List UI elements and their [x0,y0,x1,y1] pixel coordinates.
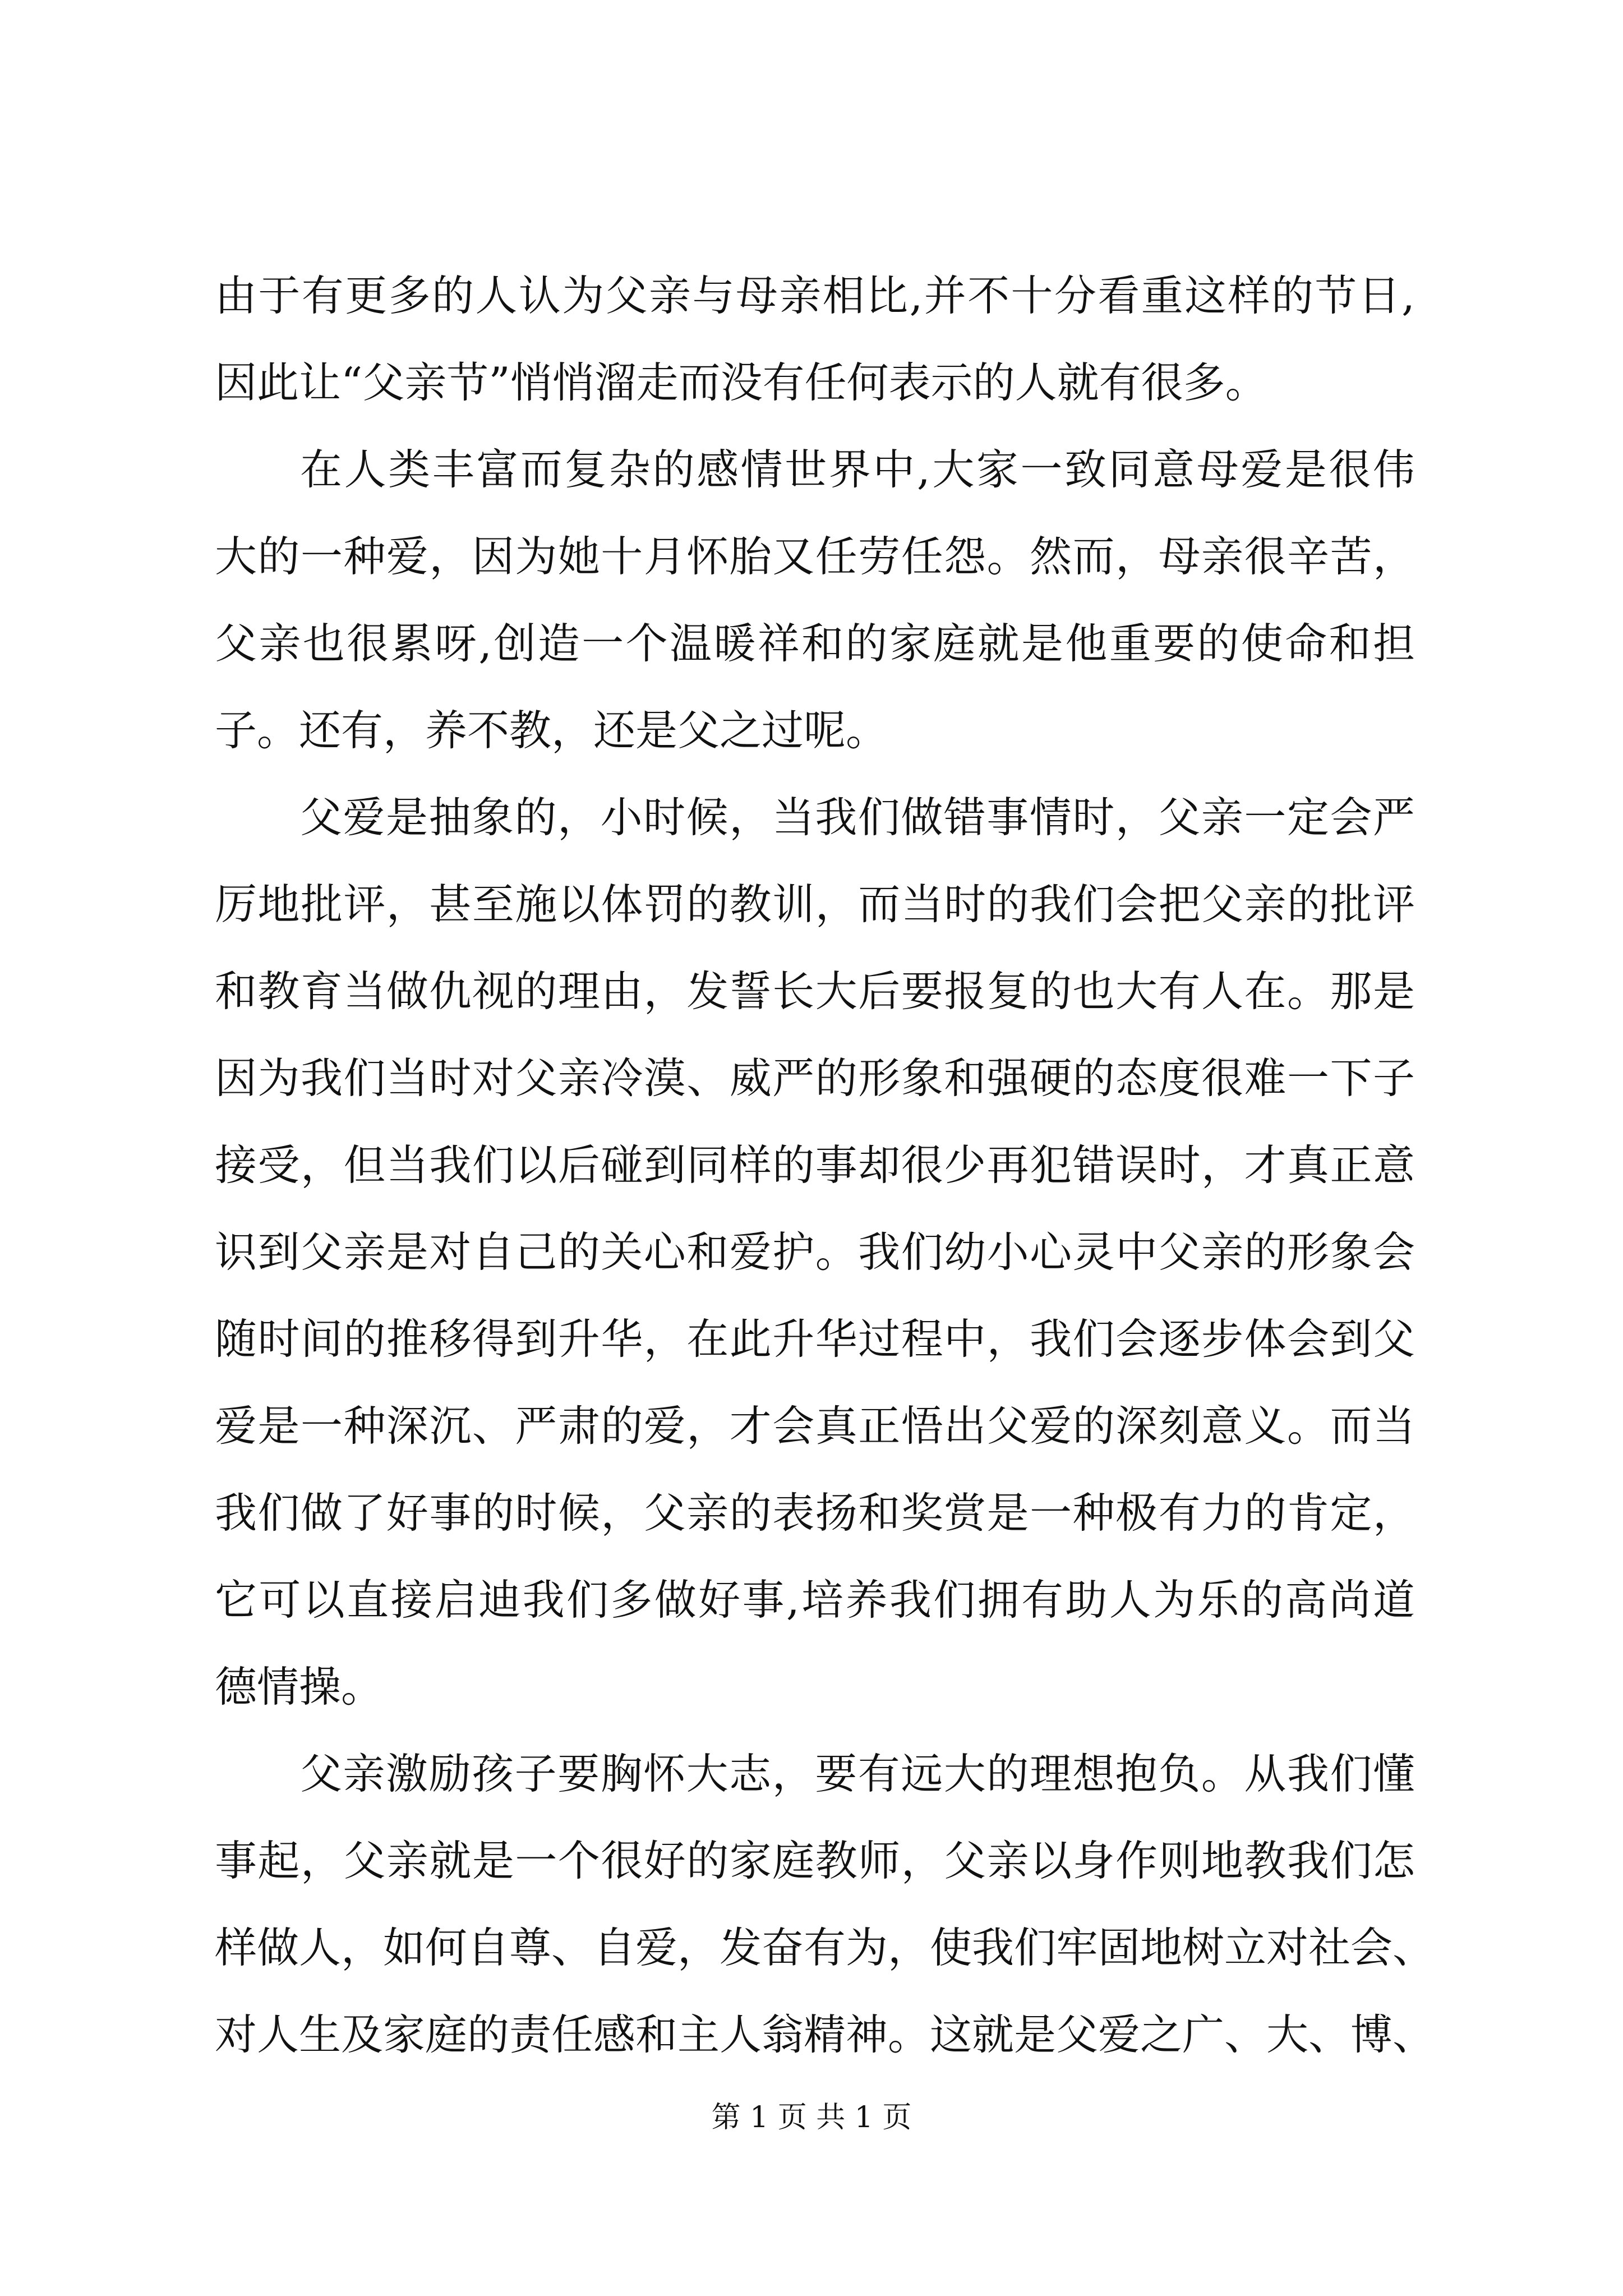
text-line: 厉地批评，甚至施以体罚的教训，而当时的我们会把父亲的批评 [215,880,1415,929]
text-line: 在人类丰富而复杂的感情世界中,大家一致同意母爱是很伟 [300,445,1415,494]
text-line: 父爱是抽象的，小时候，当我们做错事情时，父亲一定会严 [300,793,1415,842]
text-line: 它可以直接启迪我们多做好事,培养我们拥有助人为乐的高尚道 [215,1575,1415,1625]
page-number-label: 第 1 页 共 1 页 [711,2101,912,2134]
text-line: 德情操。 [215,1662,384,1711]
text-line: 事起，父亲就是一个很好的家庭教师，父亲以身作则地教我们怎 [215,1836,1415,1885]
text-line: 父亲激励孩子要胸怀大志，要有远大的理想抱负。从我们懂 [300,1749,1415,1798]
text-line: 子。还有，养不教，还是父之过呢。 [215,706,888,755]
text-line: 和教育当做仇视的理由，发誓长大后要报复的也大有人在。那是 [215,967,1415,1016]
text-line: 因此让“父亲节”悄悄溜走而没有任何表示的人就有很多。 [215,358,1267,407]
body-text [215,252,1435,2078]
text-line: 爱是一种深沉、严肃的爱，才会真正悟出父爱的深刻意义。而当 [215,1401,1415,1451]
text-line: 随时间的推移得到升华，在此升华过程中，我们会逐步体会到父 [215,1314,1415,1364]
text-line: 大的一种爱，因为她十月怀胎又任劳任怨。然而，母亲很辛苦， [215,532,1415,581]
text-line: 因为我们当时对父亲冷漠、威严的形象和强硬的态度很难一下子 [215,1053,1415,1103]
text-line: 接受，但当我们以后碰到同样的事却很少再犯错误时，才真正意 [215,1140,1415,1190]
text-line: 我们做了好事的时候，父亲的表扬和奖赏是一种极有力的肯定， [215,1488,1415,1538]
text-line: 识到父亲是对自己的关心和爱护。我们幼小心灵中父亲的形象会 [215,1227,1415,1277]
text-line: 对人生及家庭的责任感和主人翁精神。这就是父爱之广、大、博、 [215,2010,1435,2059]
text-line: 由于有更多的人认为父亲与母亲相比,并不十分看重这样的节日, [215,271,1415,320]
page-footer [0,2098,1623,2137]
text-line: 样做人，如何自尊、自爱，发奋有为，使我们牢固地树立对社会、 [215,1923,1435,1972]
text-line: 父亲也很累呀,创造一个温暖祥和的家庭就是他重要的使命和担 [215,619,1415,668]
